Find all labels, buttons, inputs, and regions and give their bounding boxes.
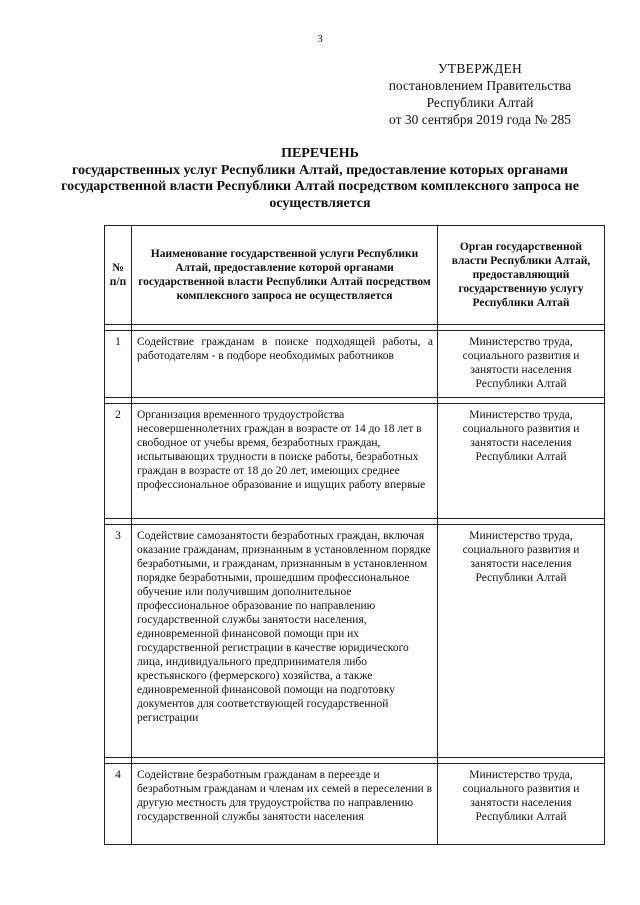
header-service-name: Наименование государственной услуги Республики Алтай, предоставление которой органами государственной власти Республики Алтай посредством комплексного запроса не осуществляется (132, 226, 438, 325)
document-title (60, 146, 580, 212)
services-table (104, 225, 605, 845)
document-title-main: ПЕРЕЧЕНЬ (281, 146, 359, 161)
approval-line-date: от 30 сентября 2019 года № 285 (389, 112, 571, 127)
document-title-subtitle: государственных услуг Республики Алтай, предоставление которых органами государственной власти Республики Алтай посредством комплексного запроса не осуществляется (61, 162, 579, 211)
page-number: 3 (317, 33, 323, 45)
table-row (105, 764, 605, 845)
table-row (105, 404, 605, 519)
row-number: 2 (105, 404, 132, 519)
row-service-name: Организация временного трудоустройства несовершеннолетних граждан в возрасте от 14 до 18 лет в свободное от учебы время, безработных граждан, испытывающих трудности в поиске работы, безработных граждан в возрасте от 18 до 20 лет, имеющих среднее профессиональное образование и ищущих работу впервые (132, 404, 438, 519)
row-authority: Министерство труда, социального развития и занятости населения Республики Алтай (438, 331, 605, 398)
approval-block (350, 60, 610, 128)
approval-line-decree: постановлением Правительства (388, 78, 572, 93)
row-number: 1 (105, 331, 132, 398)
table-row (105, 525, 605, 758)
row-authority: Министерство труда, социального развития и занятости населения Республики Алтай (438, 764, 605, 845)
row-service-name: Содействие гражданам в поиске подходящей работы, а работодателям - в подборе необходимых работников (132, 331, 438, 398)
row-number: 3 (105, 525, 132, 758)
row-service-name: Содействие безработным гражданам в переезде и безработным гражданам и членам их семей в переселении в другую местность для трудоустройства по направлению государственной службы занятости населения (132, 764, 438, 845)
table-row (105, 331, 605, 398)
header-number: № п/п (105, 226, 132, 325)
header-authority: Орган государственной власти Республики Алтай, предоставляющий государственную услугу Республики Алтай (438, 226, 605, 325)
row-authority: Министерство труда, социального развития и занятости населения Республики Алтай (438, 525, 605, 758)
approval-line-republic: Республики Алтай (426, 95, 534, 110)
row-number: 4 (105, 764, 132, 845)
row-authority: Министерство труда, социального развития и занятости населения Республики Алтай (438, 404, 605, 519)
row-service-name: Содействие самозанятости безработных граждан, включая оказание гражданам, признанным в установленном порядке безработными, и гражданам, признанным в установленном порядке безработными, прошедшим профессиональное обучение или получившим дополнительное профессиональное образование по направлению государственной службы занятости населения, единовременной финансовой помощи при их государственной регистрации в качестве юридического лица, индивидуального предпринимателя либо крестьянского (фермерского) хозяйства, а также единовременной финансовой помощи на подготовку документов для соответствующей государственной регистрации (132, 525, 438, 758)
table-header-row (105, 226, 605, 325)
approval-heading: УТВЕРЖДЕН (437, 61, 523, 76)
